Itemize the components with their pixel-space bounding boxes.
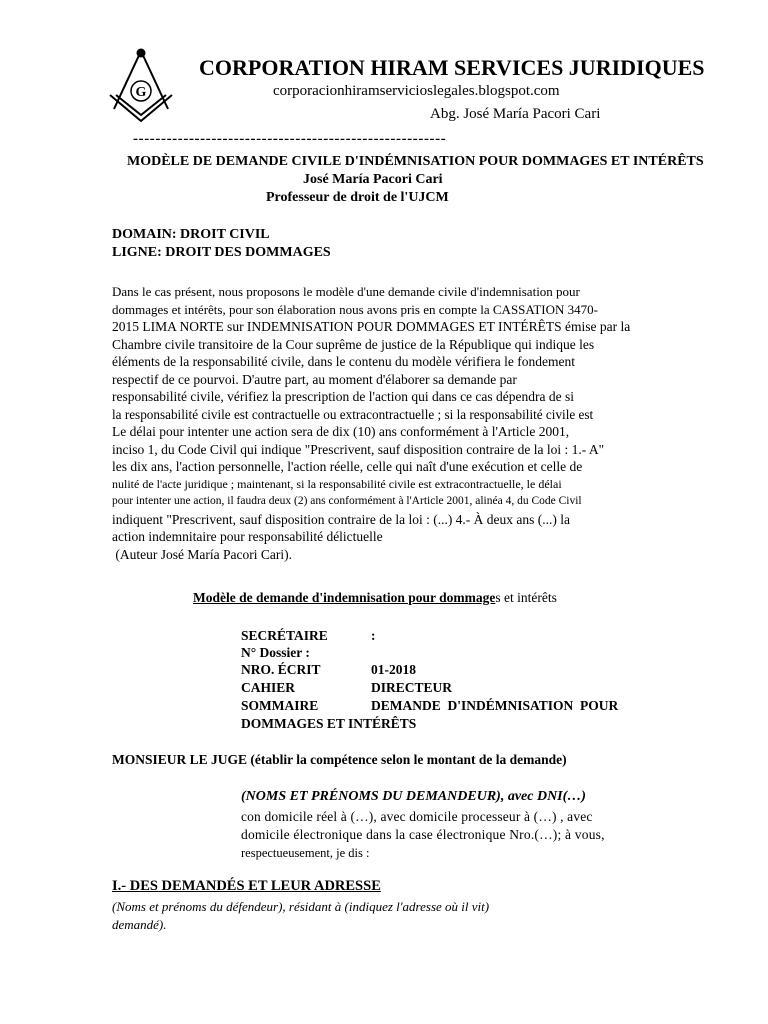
field-sommaire-label: SOMMAIRE — [241, 698, 319, 713]
author-line: Abg. José María Pacori Cari — [430, 106, 601, 122]
plaintiff-line: domicile électronique dans la case électronique Nro.(…); à vous, — [241, 827, 605, 842]
intro-paragraph — [112, 283, 630, 563]
plaintiff-domicile — [241, 808, 685, 862]
intro-line: inciso 1, du Code Civil qui indique "Prescrivent, sauf disposition contraire de la loi : 1.- A" — [112, 441, 605, 457]
field-sommaire-continuation: DOMMAGES ET INTÉRÊTS — [241, 716, 417, 731]
section-line: demandé). — [112, 917, 167, 932]
heading-affiliation: Professeur de droit de l'UJCM — [266, 190, 449, 205]
field-cahier-value: DIRECTEUR — [371, 680, 453, 695]
intro-line: dommages et intérêts, pour son élaboration nous avons pris en compte la CASSATION 3470- — [112, 301, 598, 317]
intro-line: pour intenter une action, il faudra deux (2) ans conformément à l'Article 2001, alinéa 4, du Code Civil — [112, 495, 582, 507]
intro-line: éléments de la responsabilité civile, dans le contenu du modèle vérifiera le fondement — [112, 354, 575, 369]
field-secretaire-label: SECRÉTAIRE — [241, 628, 328, 643]
plaintiff-line: respectueusement, je dis : — [241, 846, 370, 860]
field-dossier-label: N° Dossier : — [241, 645, 310, 660]
square-compass-logo-icon — [106, 47, 176, 123]
intro-line: indiquent "Prescrivent, sauf disposition contraire de la loi : (...) 4.- À deux ans (...) la — [112, 511, 571, 527]
intro-line: nulité de l'acte juridique ; maintenant, si la responsabilité civile est extracontractuelle, le délai — [112, 476, 562, 491]
section-line: (Noms et prénoms du défendeur), résidant à (indiquez l'adresse où il vit) — [112, 899, 490, 914]
field-secretaire-value: : — [371, 628, 376, 643]
organization-title: CORPORATION HIRAM SERVICES JURIDIQUES — [199, 55, 705, 80]
field-sommaire-value: DEMANDE D'INDÉMNISATION POUR — [371, 698, 619, 713]
intro-line: les dix ans, l'action personnelle, l'action réelle, celle qui naît d'une exécution et celle de — [112, 459, 583, 474]
field-ecrit-value: 01-2018 — [371, 662, 416, 677]
section-body — [112, 898, 489, 934]
plaintiff-line: con domicile réel à (…), avec domicile processeur à (…) , avec — [241, 809, 593, 824]
plaintiff-names: (NOMS ET PRÉNOMS DU DEMANDEUR), avec DNI(…) — [241, 789, 586, 804]
model-heading-underlined: Modèle de demande d'indemnisation pour dommage — [193, 590, 496, 605]
field-cahier-label: CAHIER — [241, 680, 296, 695]
intro-line: 2015 LIMA NORTE sur INDEMNISATION POUR DOMMAGES ET INTÉRÊTS émise par la — [112, 319, 631, 334]
svg-text:G: G — [135, 85, 147, 100]
intro-line: responsabilité civile, vérifiez la prescription de l'action qui dans ce cas dépendra de si — [112, 389, 575, 404]
intro-line: Le délai pour intenter une action sera de dix (10) ans conformément à l'Article 2001, — [112, 424, 570, 439]
blog-address: corporacionhiramservicioslegales.blogspot.com — [273, 83, 560, 99]
separator-line: -------------------------------------------------------- — [133, 131, 447, 147]
intro-line: respectif de ce pourvoi. D'autre part, au moment d'élaborer sa demande par — [112, 371, 517, 387]
intro-line: Dans le cas présent, nous proposons le modèle d'une demande civile d'indemnisation pour — [112, 284, 580, 299]
intro-line: Chambre civile transitoire de la Cour suprême de justice de la République qui indique les — [112, 336, 595, 352]
intro-line: (Auteur José María Pacori Cari). — [112, 546, 292, 562]
document-heading: MODÈLE DE DEMANDE CIVILE D'INDÉMNISATION POUR DOMMAGES ET INTÉRÊTS — [127, 154, 704, 169]
model-heading — [193, 590, 557, 606]
ligne-label: LIGNE: DROIT DES DOMMAGES — [112, 245, 331, 260]
judge-address: MONSIEUR LE JUGE (établir la compétence selon le montant de la demande) — [112, 752, 567, 767]
intro-line: action indemnitaire pour responsabilité délictuelle — [112, 529, 383, 544]
section-title: I.- DES DEMANDÉS ET LEUR ADRESSE — [112, 878, 381, 894]
intro-line: la responsabilité civile est contractuelle ou extracontractuelle ; si la responsabilité civile est — [112, 406, 594, 422]
field-ecrit-label: NRO. ÉCRIT — [241, 662, 321, 677]
heading-author: José María Pacori Cari — [303, 172, 443, 187]
domain-label: DOMAIN: DROIT CIVIL — [112, 227, 270, 242]
model-heading-rest: s et intérêts — [495, 590, 557, 605]
